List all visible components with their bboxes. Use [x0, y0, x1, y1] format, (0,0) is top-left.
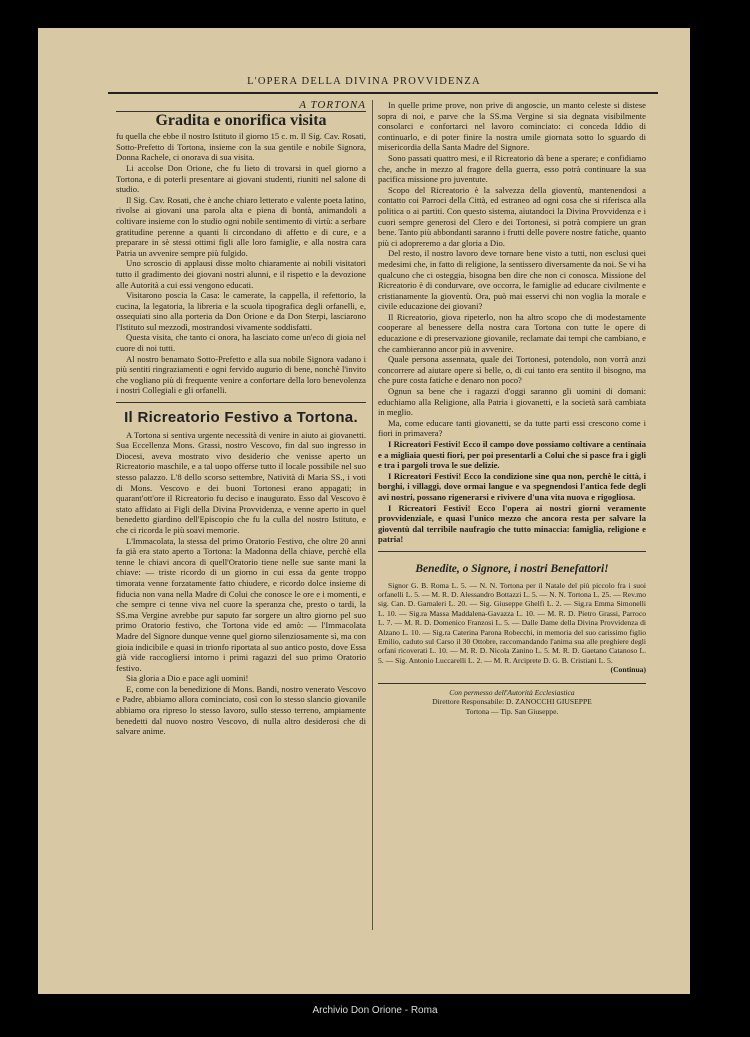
article2-paragraph: Sia gloria a Dio e pace agli uomini! — [126, 673, 249, 684]
benefactors-title: Benedite, o Signore, i nostri Benefattori! — [415, 562, 609, 575]
article2-paragraph: A Tortona si sentiva urgente necessità di venire in aiuto ai giovanetti. Sua Eccellenza Mons. Grassi, nostro Vescovo, fin dal suo ingresso in Diocesi, aveva mostrato vivo desiderio che venisse aperto un Ricreatorio maschile, e a tal uopo offerse tutto il locale possibile nel suo stesso palazzo. L'8 dello scorso settembre, Natività di Maria SS., i voti di Mons. Vescovo e dei buoni Tortonesi erano appagati; in quarant'ott'ore il Ricreatorio fu deciso e inaugurato. Esso dal Vescovo è stato affidato ai Figli della Divina Provvidenza, e venne aperto in quel benedetto giardino dell'Episcopio che fu la culla del nostro Istituto, e che ci ricorda le più soavi memorie. — [116, 429, 366, 535]
right-paragraph: Del resto, il nostro lavoro deve tornare bene visto a tutti, non esclusi quei medesimi che, in fatto di religione, la sentissero diversamente da noi. Se vi ha qualcuno che ci osteggia, bisogna ben dire che non ci conosca. Missione del Ricreatorio è di condurvare, ove occorra, le famiglie ad educare civilmente e cristianamente la gioventù. Ora, può mai esservi chi non voglia la morale e civile educazione dei giovani? — [378, 248, 646, 312]
right-paragraph: Il Ricreatorio, giova ripeterlo, non ha altro scopo che di modestamente cooperare al benessere della nostra cara Tortona con tutte le opere di educazione e di preservazione giovanile, reclamate dai tempi che cambiano, e che cambieranno ancor più in avvenire. — [378, 311, 646, 354]
right-paragraph: I Ricreatori Festivi! Ecco l'opera ai nostri giorni veramente provvidenziale, e quasi l'unico mezzo che ancora resta per salvare la gioventù dal terribile naufragio che tutto minaccia: famiglia, religione e patria! — [378, 502, 646, 545]
imprint-printer: Tortona — Tip. San Giuseppe. — [465, 706, 559, 716]
right-paragraph: I Ricreatori Festivi! Ecco il campo dove possiamo coltivare a centinaia e a migliaia questi fiori, per poi presentarli a Colui che si pasce fra i gigli e tra i pargoli trova le sue delizie. — [378, 439, 646, 471]
scanned-page — [38, 28, 690, 994]
article1-paragraph: Al nostro benamato Sotto-Prefetto e alla sua nobile Signora vadano i più sentiti ringraziamenti e ogni fervido augurio di bene, nonchè l'invito che vogliano più di frequente venire a confortare della loro benevolenza i nostri Collegiali e gli orfanelli. — [116, 353, 366, 396]
right-paragraph: Quale persona assennata, quale dei Tortonesi, potendolo, non vorrà anzi concorrere ad aiutare opere sì belle, o, di cui tanto era sentito il bisogno, ma che pure costa fatiche e denaro non poco? — [378, 354, 646, 386]
column-separator — [372, 100, 373, 930]
masthead: L'OPERA DELLA DIVINA PROVVIDENZA — [247, 76, 481, 87]
right-paragraph: Scopo del Ricreatorio è la salvezza della gioventù, mantenendosi a contatto coi Parroci della Città, ed estraneo ad ogni cosa che si riferisca alla politica o ai partiti. Con questo sistema, aiutandoci la Divina Provvidenza e i cuori sempre generosi del Clero e dei Tortonesi, si potrà compiere un gran bene. Tanto più abbondanti saranno i frutti delle povere nostre fatiche, quanto più ci adopreremo a dar gloria a Dio. — [378, 184, 646, 248]
article2-paragraph: E, come con la benedizione di Mons. Bandi, nostro venerato Vescovo e Padre, abbiamo allora cominciato, così con lo stesso slancio giovanile abbiamo ora ripreso lo stesso lavoro, sullo stesso terreno, ampiamente benedetti dal nuovo nostro Vescovo, di nulla altro desiderosi che di salvare anime. — [116, 683, 366, 737]
article1-paragraph: fu quella che ebbe il nostro Istituto il giorno 15 c. m. Il Sig. Cav. Rosati, Sotto-Prefetto di Tortona, insieme con la sua gentile e nobile Signora, Donna Rachele, ci onorava di sua visita. — [116, 131, 366, 163]
article1-paragraph: Li accolse Don Orione, che fu lieto di trovarsi in quel giorno a Tortona, e di poterli presentare ai giovani studenti, riuniti nel salone di studio. — [116, 162, 366, 195]
right-paragraph: Ognun sa bene che i ragazzi d'oggi saranno gli uomini di domani: educhiamo alla Religione, alla Patria i giovanetti, e la società sarà cambiata in meglio. — [378, 386, 646, 418]
masthead-rule — [108, 92, 658, 94]
right-paragraph: Ma, come educare tanti giovanetti, se da tutte parti essi crescono come i fiori in primavera? — [378, 417, 646, 439]
section-divider — [378, 551, 646, 556]
article1-paragraph: Questa visita, che tanto ci onora, ha lasciato come un'eco di gioia nel cuore di noi tutti. — [116, 332, 366, 354]
imprint-director: Direttore Responsabile: D. ZANOCCHI GIUSEPPE — [432, 697, 592, 707]
left-column — [116, 100, 366, 737]
right-paragraph: In quelle prime prove, non prive di angoscie, un manto celeste si distese sopra di noi, e parve che la SS.ma Vergine si sia degnata visibilmente consolarci e confortarci nel lavoro cominciato: ci conceda Iddio di continuarlo, e di poter finire la nostra umile giornata sotto lo sguardo di misericordia della Santa Madre del Signore. — [378, 100, 646, 153]
article1-paragraph: Il Sig. Cav. Rosati, che è anche chiaro letterato e valente poeta latino, rivolse ai giovani una parola alta e piena di bontà, animandoli a coltivare insieme con lo studio ogni nobile sentimento di virtù: a serbare gratitudine perenne a quanti li circondano di affetto e di cure, e a preparare in sè stessi ottimi figli alle loro famiglie, e alla nostra cara Patria un avvenire sempre più fulgido. — [116, 194, 366, 258]
imprint — [378, 683, 646, 717]
article1-paragraph: Visitarono poscia la Casa: le camerate, la cappella, il refettorio, la cucina, la legatoria, la libreria e la scuola tipografica degli orfanelli, e, ossequiati sino alla porteria da Don Orione e da Don Sterpi, lasciarono l'Istituto sul mezzodì, mostrandosi vivamente soddisfatti. — [116, 290, 366, 332]
right-paragraph: I Ricreatori Festivi! Ecco la condizione sine qua non, perchè le città, i borghi, i villaggi, dove ormai langue e va spegnendosi l'antica fede degli avi nostri, possano rigenerarsi e rivivere d'una vita nuova e rigogliosa. — [378, 470, 646, 502]
section-divider — [116, 402, 366, 407]
article2-title: Il Ricreatorio Festivo a Tortona. — [124, 409, 358, 427]
article1-paragraph: Uno scroscio di applausi disse molto chiaramente ai nobili visitatori tutto il gradimento dei giovani nostri alunni, e il rispetto e la devozione alle Autorità a cui essi vengono educati. — [116, 258, 366, 290]
section-kicker: A TORTONA — [116, 100, 366, 112]
archive-caption: Archivio Don Orione - Roma — [312, 1005, 438, 1016]
continues-note: (Continua) — [610, 665, 646, 675]
imprint-permission: Con permesso dell'Autorità Ecclesiastica — [449, 687, 575, 697]
benefactors-list: Signor G. B. Roma L. 5. — N. N. Tortona per il Natale del più piccolo fra i suoi orfanelli L. 5. — M. R. D. Alessandro Bottazzi L. 5. — N. N. Tortona L. 25. — Rev.mo sig. Can. D. Garnaleri L. 20. — Sig. Giuseppe Ghelfi L. 2. — Sig.ra Emma Simonelli L. 10. — Sig.ra Massa Maddalena-Gavazza L. 10. — M. R. D. Pietro Grassi, Parroco L. 7. — M. R. D. Domenico Franzosi L. 5. — Dalle Dame della Divina Provvidenza di Alzano L. 10. — Sig.ra Caterina Parona Robecchi, in memoria del suo carissimo figlio Emilio, caduto sul Carso il 30 Ottobre, raccomandando l'anima sua alle preghiere degli orfani ricoverati L. 10. — M. R. D. Nicola Zanino L. 5. M. R. D. Gaetano Catanoso L. 5. — Sig. Antonio Luccarelli L. 2. — M. R. Arciprete D. G. B. Cristiani L. 5. — [378, 580, 646, 665]
right-paragraph: Sono passati quattro mesi, e il Ricreatorio dà bene a sperare; e confidiamo che, anche in mezzo al fragore della guerra, esso potrà continuare la sua pacifica missione pro juventute. — [378, 152, 646, 185]
article1-title: Gradita e onorifica visita — [155, 111, 327, 129]
article2-paragraph: L'Immacolata, la stessa del primo Oratorio Festivo, che oltre 20 anni fa già era stato aperto a Tortona: la Madonna della chiave, perchè ella tenne le chiavi ancora di quell'Oratorio tiene nelle sue sante mani la chiave: — triste ricordo di un giorno in cui essa da gente troppo timorata venne forzatamente fatto chiudere, e ricordo dolce insieme di fiducia non vana nella Madre di Colui che conosce le ore e i momenti, e che sempre ci tenne viva nel cuore la speranza che, presto o tardi, la SS.ma Vergine avrebbe pur saputo far sorgere un altro giorno pel suo primo Oratorio festivo, che Tortona vide ed amò: — l'Immacolata Madre del Signore dunque venne quel giorno silenziosamente sì, ma con gioia indicibile e quasi in trionfo riportata al suo antico posto, dove Essa già vide raccogliersi intorno i primi ragazzi del suo primo Oratorio festivo. — [116, 535, 366, 673]
right-column — [378, 100, 646, 716]
